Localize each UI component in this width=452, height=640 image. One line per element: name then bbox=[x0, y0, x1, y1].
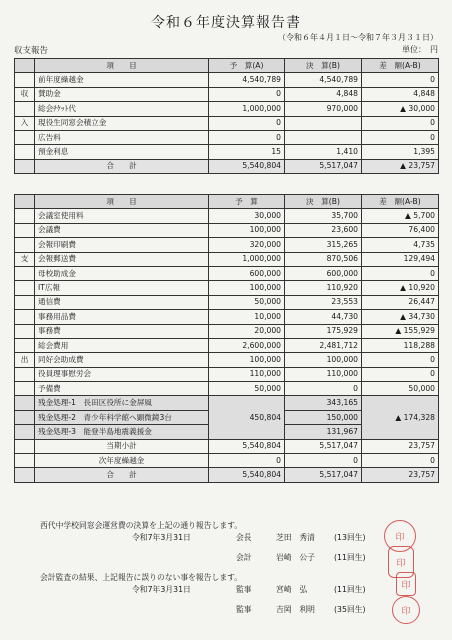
table-row bbox=[15, 252, 439, 266]
budget-value: 320,000 bbox=[209, 238, 285, 252]
table-row bbox=[15, 324, 439, 338]
table-row bbox=[15, 87, 439, 101]
actual-value: 110,920 bbox=[285, 281, 362, 295]
budget-value: 2,600,000 bbox=[209, 338, 285, 352]
diff-value: 129,494 bbox=[362, 252, 439, 266]
item-name: 事務用品費 bbox=[35, 310, 209, 324]
side-label bbox=[15, 410, 35, 424]
surplus-item: 残金処理-1 長田区役所に金屏風 bbox=[35, 396, 209, 410]
side-label bbox=[15, 145, 35, 159]
table-row bbox=[15, 73, 439, 87]
budget-value: 15 bbox=[209, 145, 285, 159]
header-blank bbox=[15, 59, 35, 73]
header-diff: 差 額(A-B) bbox=[362, 59, 439, 73]
header-item: 項 目 bbox=[35, 59, 209, 73]
header-budget: 予 算(A) bbox=[209, 59, 285, 73]
actual-value: 150,000 bbox=[285, 410, 362, 424]
surplus-row bbox=[15, 396, 439, 410]
actual-value bbox=[285, 130, 362, 144]
budget-value: 0 bbox=[209, 130, 285, 144]
budget-value: 100,000 bbox=[209, 353, 285, 367]
item-name: 会議室使用料 bbox=[35, 209, 209, 223]
fiscal-period: （令和６年４月１日～令和７年３月３１日） bbox=[278, 33, 438, 42]
actual-value: 870,506 bbox=[285, 252, 362, 266]
diff-value: 26,447 bbox=[362, 295, 439, 309]
signer-role: 会長 bbox=[236, 533, 252, 542]
unit-label: 単位： 円 bbox=[402, 45, 438, 54]
side-label bbox=[15, 324, 35, 338]
carryover-row bbox=[15, 454, 439, 468]
side-label bbox=[15, 382, 35, 396]
diff-value: ▲ 34,730 bbox=[362, 310, 439, 324]
expense-table bbox=[14, 194, 439, 483]
actual-value: 4,540,789 bbox=[285, 73, 362, 87]
budget-value: 20,000 bbox=[209, 324, 285, 338]
actual-value: 4,848 bbox=[285, 87, 362, 101]
surplus-item: 残金処理-2 青少年科学館へ顕微鏡3台 bbox=[35, 410, 209, 424]
actual-value: 5,517,047 bbox=[285, 159, 362, 173]
item-name: 会報印刷費 bbox=[35, 238, 209, 252]
side-label bbox=[15, 223, 35, 237]
total-row bbox=[15, 159, 439, 173]
diff-value: 0 bbox=[362, 130, 439, 144]
side-label bbox=[15, 238, 35, 252]
side-label bbox=[15, 281, 35, 295]
budget-value: 30,000 bbox=[209, 209, 285, 223]
report-statement: 西代中学校同窓会運営費の決算を上記の通り報告します。 bbox=[40, 521, 243, 530]
actual-value: 23,600 bbox=[285, 223, 362, 237]
row-label: 当期小計 bbox=[35, 439, 209, 453]
actual-value: 343,165 bbox=[285, 396, 362, 410]
auditor-role: 監事 bbox=[236, 605, 252, 614]
budget-value: 100,000 bbox=[209, 281, 285, 295]
side-label bbox=[15, 130, 35, 144]
side-label bbox=[15, 468, 35, 482]
budget-value: 0 bbox=[209, 454, 285, 468]
table-row bbox=[15, 310, 439, 324]
budget-value: 50,000 bbox=[209, 295, 285, 309]
auditor-seal: 印 bbox=[392, 596, 420, 624]
budget-value: 5,540,804 bbox=[209, 439, 285, 453]
table-row bbox=[15, 266, 439, 280]
budget-value: 4,540,789 bbox=[209, 73, 285, 87]
actual-value: 5,517,047 bbox=[285, 439, 362, 453]
budget-value: 1,000,000 bbox=[209, 102, 285, 116]
diff-value: ▲ 174,328 bbox=[362, 396, 439, 439]
header-item: 項 目 bbox=[35, 195, 209, 209]
diff-value: ▲ 155,929 bbox=[362, 324, 439, 338]
table-row bbox=[15, 145, 439, 159]
header-diff: 差 額(A-B) bbox=[362, 195, 439, 209]
item-name: 現役生同窓会積立金 bbox=[35, 116, 209, 130]
income-table bbox=[14, 58, 439, 174]
table-row bbox=[15, 295, 439, 309]
header-actual: 決 算(B) bbox=[285, 195, 362, 209]
budget-value: 1,000,000 bbox=[209, 252, 285, 266]
table-row bbox=[15, 116, 439, 130]
actual-value: 0 bbox=[285, 382, 362, 396]
signer-class: (13回生) bbox=[334, 533, 366, 542]
table-row bbox=[15, 209, 439, 223]
budget-value: 450,804 bbox=[209, 396, 285, 439]
item-name: 予備費 bbox=[35, 382, 209, 396]
side-label bbox=[15, 295, 35, 309]
item-name: 会報郵送費 bbox=[35, 252, 209, 266]
diff-value: 4,735 bbox=[362, 238, 439, 252]
item-name: 賛助金 bbox=[35, 87, 209, 101]
side-label bbox=[15, 73, 35, 87]
budget-value: 5,540,804 bbox=[209, 159, 285, 173]
table-row bbox=[15, 223, 439, 237]
audit-statement: 会計監査の結果、上記報告に誤りのない事を報告します。 bbox=[40, 573, 243, 582]
item-name: 預金利息 bbox=[35, 145, 209, 159]
item-name: 広告料 bbox=[35, 130, 209, 144]
side-label bbox=[15, 102, 35, 116]
table-row bbox=[15, 367, 439, 381]
auditor-name: 吉岡 利明 bbox=[276, 605, 315, 614]
header-blank bbox=[15, 195, 35, 209]
signer-name: 芝田 秀清 bbox=[276, 533, 315, 542]
budget-value: 0 bbox=[209, 116, 285, 130]
diff-value: ▲ 23,757 bbox=[362, 159, 439, 173]
side-label bbox=[15, 454, 35, 468]
side-label bbox=[15, 425, 35, 439]
actual-value: 131,967 bbox=[285, 425, 362, 439]
side-label: 出 bbox=[15, 353, 35, 367]
side-label bbox=[15, 159, 35, 173]
signer-name: 岩崎 公子 bbox=[276, 553, 315, 562]
section-title: 収支報告 bbox=[14, 46, 49, 56]
item-name: 事務費 bbox=[35, 324, 209, 338]
total-row bbox=[15, 468, 439, 482]
budget-value: 600,000 bbox=[209, 266, 285, 280]
side-label bbox=[15, 266, 35, 280]
budget-value: 50,000 bbox=[209, 382, 285, 396]
item-name: 総会ﾁｹｯﾄ代 bbox=[35, 102, 209, 116]
row-label: 次年度繰越金 bbox=[35, 454, 209, 468]
diff-value: ▲ 5,700 bbox=[362, 209, 439, 223]
auditor-name: 宮崎 弘 bbox=[276, 585, 308, 594]
side-label: 収 bbox=[15, 87, 35, 101]
actual-value: 315,265 bbox=[285, 238, 362, 252]
diff-value: ▲ 10,920 bbox=[362, 281, 439, 295]
item-name: 総会費用 bbox=[35, 338, 209, 352]
table-row bbox=[15, 353, 439, 367]
row-label: 合 計 bbox=[35, 468, 209, 482]
item-name: 役員理事慰労会 bbox=[35, 367, 209, 381]
table-row bbox=[15, 130, 439, 144]
diff-value: 4,848 bbox=[362, 87, 439, 101]
item-name: 会議費 bbox=[35, 223, 209, 237]
diff-value: 0 bbox=[362, 116, 439, 130]
actual-value: 23,553 bbox=[285, 295, 362, 309]
actual-value: 600,000 bbox=[285, 266, 362, 280]
item-name: 前年度繰越金 bbox=[35, 73, 209, 87]
diff-value: 0 bbox=[362, 73, 439, 87]
income-header-row bbox=[15, 59, 439, 73]
side-label bbox=[15, 439, 35, 453]
diff-value: 0 bbox=[362, 353, 439, 367]
actual-value: 1,410 bbox=[285, 145, 362, 159]
auditor-role: 監事 bbox=[236, 585, 252, 594]
budget-value: 5,540,804 bbox=[209, 468, 285, 482]
surplus-item: 残金処理-3 能登半島地震義援金 bbox=[35, 425, 209, 439]
actual-value: 970,000 bbox=[285, 102, 362, 116]
budget-value: 0 bbox=[209, 87, 285, 101]
auditor-class: (11回生) bbox=[334, 585, 366, 594]
expense-header-row bbox=[15, 195, 439, 209]
item-name: 同好会助成費 bbox=[35, 353, 209, 367]
total-label: 合 計 bbox=[35, 159, 209, 173]
actual-value: 2,481,712 bbox=[285, 338, 362, 352]
actual-value bbox=[285, 116, 362, 130]
side-label bbox=[15, 209, 35, 223]
actual-value: 110,000 bbox=[285, 367, 362, 381]
table-row bbox=[15, 281, 439, 295]
treasurer-seal: 印 bbox=[388, 546, 414, 578]
side-label: 入 bbox=[15, 116, 35, 130]
budget-value: 100,000 bbox=[209, 223, 285, 237]
budget-value: 110,000 bbox=[209, 367, 285, 381]
item-name: IT広報 bbox=[35, 281, 209, 295]
signer-role: 会計 bbox=[236, 553, 252, 562]
diff-value: ▲ 30,000 bbox=[362, 102, 439, 116]
document-title: 令和６年度決算報告書 bbox=[151, 15, 301, 31]
subtotal-row bbox=[15, 439, 439, 453]
diff-value: 23,757 bbox=[362, 468, 439, 482]
diff-value: 50,000 bbox=[362, 382, 439, 396]
header-budget: 予 算 bbox=[209, 195, 285, 209]
auditor-seal: 印 bbox=[396, 572, 416, 596]
table-row bbox=[15, 338, 439, 352]
table-row bbox=[15, 102, 439, 116]
diff-value: 23,757 bbox=[362, 439, 439, 453]
header-actual: 決 算(B) bbox=[285, 59, 362, 73]
auditor-class: (35回生) bbox=[334, 605, 366, 614]
diff-value: 0 bbox=[362, 454, 439, 468]
chairman-seal: 印 bbox=[384, 520, 416, 552]
side-label bbox=[15, 396, 35, 410]
report-date: 令和7年3月31日 bbox=[132, 533, 191, 542]
item-name: 通信費 bbox=[35, 295, 209, 309]
item-name: 母校助成金 bbox=[35, 266, 209, 280]
actual-value: 5,517,047 bbox=[285, 468, 362, 482]
signer-class: (11回生) bbox=[334, 553, 366, 562]
budget-value: 10,000 bbox=[209, 310, 285, 324]
actual-value: 0 bbox=[285, 454, 362, 468]
diff-value: 0 bbox=[362, 367, 439, 381]
actual-value: 100,000 bbox=[285, 353, 362, 367]
actual-value: 175,929 bbox=[285, 324, 362, 338]
side-label bbox=[15, 338, 35, 352]
diff-value: 1,395 bbox=[362, 145, 439, 159]
table-row bbox=[15, 238, 439, 252]
actual-value: 44,730 bbox=[285, 310, 362, 324]
side-label bbox=[15, 310, 35, 324]
actual-value: 35,700 bbox=[285, 209, 362, 223]
diff-value: 76,400 bbox=[362, 223, 439, 237]
table-row bbox=[15, 382, 439, 396]
audit-date: 令和7年3月31日 bbox=[132, 585, 191, 594]
side-label: 支 bbox=[15, 252, 35, 266]
side-label bbox=[15, 367, 35, 381]
diff-value: 118,288 bbox=[362, 338, 439, 352]
diff-value: 0 bbox=[362, 266, 439, 280]
